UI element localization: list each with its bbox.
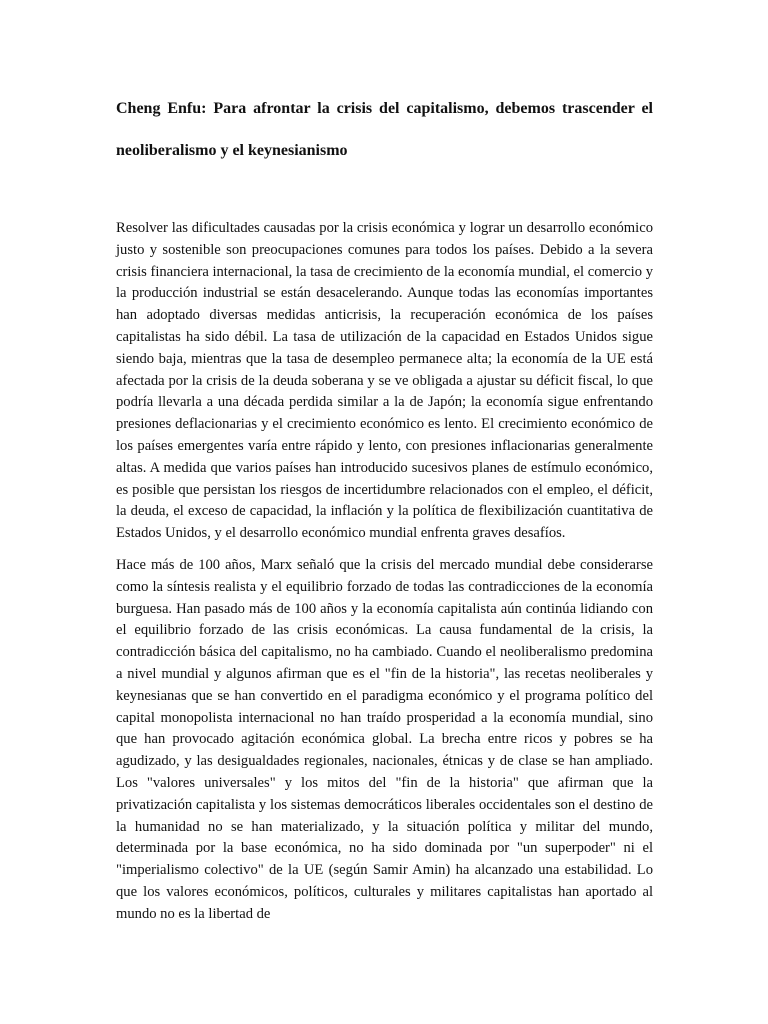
document-title: Cheng Enfu: Para afrontar la crisis del capitalismo, debemos trascender el neoliberalismo y el keynesianismo bbox=[116, 100, 653, 159]
paragraph-1: Resolver las dificultades causadas por la crisis económica y lograr un desarrollo económico justo y sostenible son preocupaciones comunes para todos los países. Debido a la severa crisis financiera internacional, la tasa de crecimiento de la economía mundial, el comercio y la producción industrial se están desacelerando. Aunque todas las economías importantes han adoptado diversas medidas anticrisis, la recuperación económica de los países capitalistas ha sido débil. La tasa de utilización de la capacidad en Estados Unidos sigue siendo baja, mientras que la tasa de desempleo permanece alta; la economía de la UE está afectada por la crisis de la deuda soberana y se ve obligada a ajustar su déficit fiscal, lo que podría llevarla a una década perdida similar a la de Japón; la economía sigue enfrentando presiones deflacionarias y el crecimiento económico es lento. El crecimiento económico de los países emergentes varía entre rápido y lento, con presiones inflacionarias generalmente altas. A medida que varios países han introducido sucesivos planes de estímulo económico, es posible que persistan los riesgos de incertidumbre relacionados con el empleo, el déficit, la deuda, el exceso de capacidad, la inflación y la política de flexibilización cuantitativa de Estados Unidos, y el desarrollo económico mundial enfrenta graves desafíos. bbox=[116, 220, 653, 542]
paragraph-2: Hace más de 100 años, Marx señaló que la crisis del mercado mundial debe considerarse como la síntesis realista y el equilibrio forzado de todas las contradicciones de la economía burguesa. Han pasado más de 100 años y la economía capitalista aún continúa lidiando con el equilibrio forzado de las crisis económicas. La causa fundamental de la crisis, la contradicción básica del capitalismo, no ha cambiado. Cuando el neoliberalismo predomina a nivel mundial y algunos afirman que es el "fin de la historia", las recetas neoliberales y keynesianas que se han convertido en el paradigma económico y el programa político del capital monopolista internacional no han traído prosperidad a la economía mundial, sino que han provocado agitación económica global. La brecha entre ricos y pobres se ha agudizado, y las desigualdades regionales, nacionales, étnicas y de clase se han ampliado. Los "valores universales" y los mitos del "fin de la historia" que afirman que la privatización capitalista y los sistemas democráticos liberales occidentales son el destino de la humanidad no se han materializado, y la situación política y militar del mundo, determinada por la base económica, no ha sido dominada por "un superpoder" ni el "imperialismo colectivo" de la UE (según Samir Amin) ha alcanzado una estabilidad. Lo que los valores económicos, políticos, culturales y militares capitalistas han aportado al mundo no es la libertad de bbox=[116, 556, 653, 922]
document-page bbox=[116, 88, 653, 936]
